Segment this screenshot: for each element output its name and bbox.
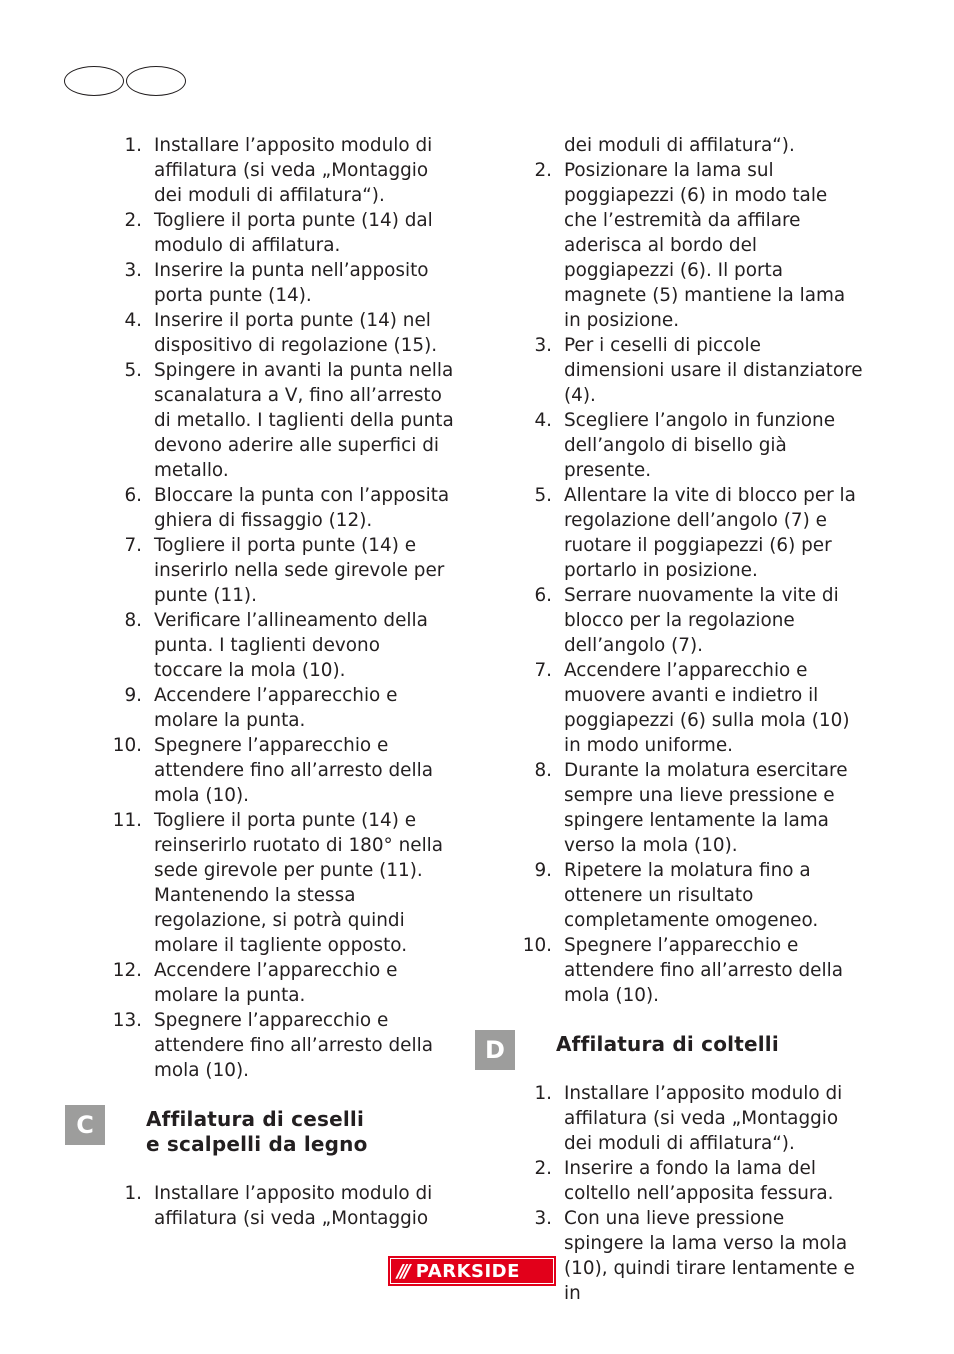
list-item: 3. Inserire la punta nell’apposito porta punte (14). [124, 260, 429, 306]
list-item: 2. Posizionare la lama sul poggiapezzi (6) in modo tale che l’estremità da affilare aderisca al bordo del poggiapezzi (6). Il porta magnete (5) mantiene la lama in posizione. [534, 160, 846, 331]
section-c-badge: C [65, 1105, 105, 1145]
chisel-sharpening-steps-start [100, 1181, 460, 1231]
language-indicator [64, 66, 188, 98]
section-c-header [76, 1107, 460, 1157]
list-item: 4. Inserire il porta punte (14) nel dispositivo di regolazione (15). [124, 310, 438, 356]
language-oval-left [64, 66, 124, 96]
list-item: 1. Installare l’apposito modulo di affilatura (si veda „Montaggio dei moduli di affilatura“). [534, 1083, 843, 1154]
list-item: 12. Accendere l’apparecchio e molare la punta. [112, 960, 398, 1006]
list-item: 4. Scegliere l’angolo in funzione dell’angolo di bisello già presente. [534, 410, 836, 481]
list-item: 6. Serrare nuovamente la vite di blocco per la regolazione dell’angolo (7). [534, 585, 839, 656]
logo-slashes-icon: /// [397, 1260, 408, 1282]
continued-text: dei moduli di affilatura“). [564, 135, 795, 156]
list-item: 6. Bloccare la punta con l’apposita ghiera di fissaggio (12). [124, 485, 450, 531]
knife-sharpening-steps [510, 1081, 870, 1306]
list-item: 5. Allentare la vite di blocco per la regolazione dell’angolo (7) e ruotare il poggiapezzi (6) per portarlo in posizione. [534, 485, 856, 581]
parkside-logo [388, 1256, 556, 1286]
list-item: 9. Accendere l’apparecchio e molare la punta. [124, 685, 398, 731]
chisel-sharpening-steps [510, 158, 870, 1008]
list-item: 1. Installare l’apposito modulo di affilatura (si veda „Montaggio [124, 1183, 433, 1229]
logo-brand-text: PARKSIDE [415, 1260, 520, 1282]
list-item: 7. Togliere il porta punte (14) e inserirlo nella sede girevole per punte (11). [124, 535, 445, 606]
list-item: 2. Inserire a fondo la lama del coltello nell’apposita fessura. [534, 1158, 834, 1204]
list-item: 8. Durante la molatura esercitare sempre una lieve pressione e spingere lentamente la lama verso la mola (10). [534, 760, 848, 856]
drill-sharpening-steps [100, 133, 460, 1083]
left-column [76, 133, 460, 1231]
list-item: 5. Spingere in avanti la punta nella scanalatura a V, fino all’arresto di metallo. I taglienti della punta devono aderire alle superfici di metallo. [124, 360, 454, 481]
section-d-title: Affilatura di coltelli [556, 1032, 779, 1056]
section-c-title: Affilatura di ceselli e scalpelli da legno [146, 1107, 368, 1156]
list-item: 3. Con una lieve pressione spingere la lama verso la mola (10), quindi tirare lentamente e in [534, 1208, 855, 1304]
list-item: 10. Spegnere l’apparecchio e attendere fino all’arresto della mola (10). [522, 935, 843, 1006]
list-item: 8. Verificare l’allineamento della punta. I taglienti devono toccare la mola (10). [124, 610, 428, 681]
list-item: 2. Togliere il porta punte (14) dal modulo di affilatura. [124, 210, 433, 256]
list-item: 9. Ripetere la molatura fino a ottenere un risultato completamente omogeneo. [534, 860, 819, 931]
list-item: 10. Spegnere l’apparecchio e attendere fino all’arresto della mola (10). [112, 735, 433, 806]
parkside-logo-frame [390, 1258, 554, 1284]
list-item: 3. Per i ceselli di piccole dimensioni usare il distanziatore (4). [534, 335, 863, 406]
section-d-header [485, 1032, 870, 1064]
language-oval-right [126, 66, 186, 96]
list-item: 7. Accendere l’apparecchio e muovere avanti e indietro il poggiapezzi (6) sulla mola (10) in modo uniforme. [534, 660, 850, 756]
list-item: 1. Installare l’apposito modulo di affilatura (si veda „Montaggio dei moduli di affilatura“). [124, 135, 433, 206]
list-item: 13. Spegnere l’apparecchio e attendere fino all’arresto della mola (10). [112, 1010, 433, 1081]
section-d-badge: D [475, 1030, 515, 1070]
list-item: 11. Togliere il porta punte (14) e reinserirlo ruotato di 180° nella sede girevole per punte (11). Mantenendo la stessa regolazione, si potrà quindi molare il tagliente opposto. [112, 810, 444, 956]
right-column [485, 133, 870, 1306]
